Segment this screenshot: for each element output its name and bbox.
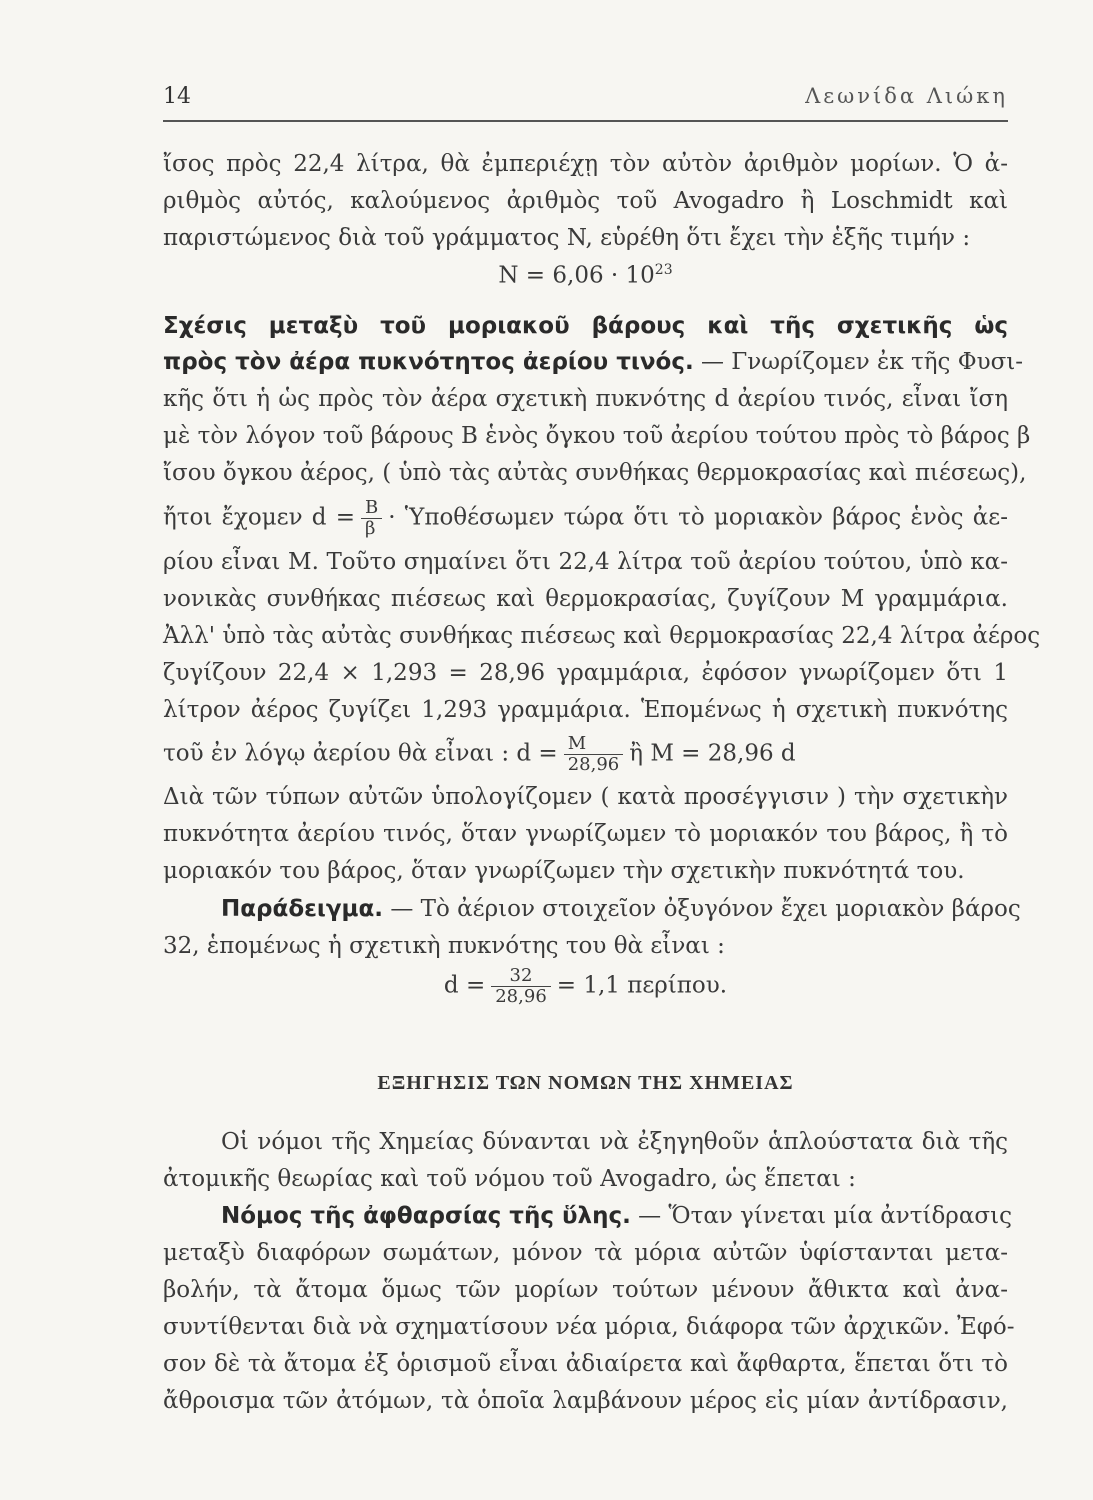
fraction-32-over-28-96: [491, 966, 551, 1007]
text-line-with-fraction: [163, 734, 1008, 775]
example-label: Παράδειγμα.: [221, 896, 384, 922]
text-line: Διὰ τῶν τύπων αὐτῶν ὑπολογίζομεν ( κατὰ προσέγγισιν ) τὴν σχετικὴν: [163, 784, 1008, 810]
text-line: ριθμὸς αὐτός, καλούμενος ἀριθμὸς τοῦ Avogadro ἢ Loschmidt καὶ: [163, 188, 1008, 214]
text-line: νονικὰς συνθήκας πιέσεως καὶ θερμοκρασίας, ζυγίζουν M γραμμάρια.: [163, 586, 1008, 612]
text-line: παριστώμενος διὰ τοῦ γράμματος N, εὑρέθη ὅτι ἔχει τὴν ἑξῆς τιμήν :: [163, 225, 971, 251]
text-line: πυκνότητα ἀερίου τινός, ὅταν γνωρίζωμεν τὸ μοριακόν του βάρος, ἢ τὸ: [163, 821, 1008, 847]
text-line: ἄθροισμα τῶν ἀτόμων, τὰ ὁποῖα λαμβάνουν μέρος εἰς μίαν ἀντίδρασιν,: [163, 1388, 1008, 1414]
section-heading-end: πρὸς τὸν ἀέρα πυκνότητος ἀερίου τινός.: [163, 349, 694, 375]
text-fragment: ἤτοι ἔχομεν d =: [163, 504, 355, 531]
text-line: ἴσος πρὸς 22,4 λίτρα, θὰ ἐμπεριέχῃ τὸν αὐτὸν ἀριθμὸν μορίων. Ὁ ἀ-: [163, 151, 1008, 177]
text-fragment: · Ὑποθέσωμεν τώρα ὅτι τὸ μοριακὸν βάρος ἑνὸς ἀε-: [388, 504, 1008, 531]
text-fragment: — Τὸ ἀέριον στοιχεῖον ὀξυγόνον ἔχει μοριακὸν βάρος: [390, 896, 1021, 922]
text-line: ἀτομικῆς θεωρίας καὶ τοῦ νόμου τοῦ Avogadro, ὡς ἕπεται :: [163, 1166, 856, 1192]
header-rule: [163, 120, 1008, 122]
law-label: Νόμος τῆς ἀφθαρσίας τῆς ὕλης.: [221, 1203, 631, 1229]
fraction-numerator: B: [361, 498, 382, 519]
page-number: 14: [163, 84, 191, 109]
fraction-m-over-28-96: [564, 734, 624, 775]
fraction-numerator: M: [564, 734, 624, 755]
text-line: ἴσου ὄγκου ἀέρος, ( ὑπὸ τὰς αὐτὰς συνθήκας θερμοκρασίας καὶ πιέσεως),: [163, 460, 1027, 486]
section-heading-line: Σχέσις μεταξὺ τοῦ μοριακοῦ βάρους καὶ τῆς σχετικῆς ὡς: [163, 313, 1008, 339]
text-line: 32, ἑπομένως ἡ σχετικὴ πυκνότης του θὰ εἶναι :: [163, 933, 725, 959]
text-fragment: d =: [443, 972, 486, 999]
fraction-denominator: β: [365, 518, 376, 539]
text-line: Οἱ νόμοι τῆς Χημείας δύνανται νὰ ἐξηγηθοῦν ἁπλούστατα διὰ τῆς: [221, 1129, 1008, 1155]
text-line: Ἀλλ' ὑπὸ τὰς αὐτὰς συνθήκας πιέσεως καὶ θερμοκρασίας 22,4 λίτρα ἀέρος: [163, 623, 1041, 649]
text-fragment: ἢ M = 28,96 d: [629, 740, 796, 767]
section-title: ΕΞΗΓΗΣΙΣ ΤΩΝ ΝΟΜΩΝ ΤΗΣ ΧΗΜΕΙΑΣ: [377, 1072, 794, 1094]
fraction-denominator: 28,96: [495, 986, 547, 1007]
formula-exponent: 23: [654, 262, 673, 278]
text-line: λίτρον ἀέρος ζυγίζει 1,293 γραμμάρια. Ἑπομένως ἡ σχετικὴ πυκνότης: [163, 697, 1008, 723]
text-fragment: = 1,1 περίπου.: [556, 972, 728, 999]
text-fragment: — Γνωρίζομεν ἐκ τῆς Φυσι-: [701, 349, 1024, 375]
fraction-denominator: 28,96: [567, 754, 620, 775]
fraction-b-over-beta: [361, 498, 382, 539]
text-line: σον δὲ τὰ ἄτομα ἐξ ὁρισμοῦ εἶναι ἀδιαίρετα καὶ ἄφθαρτα, ἕπεται ὅτι τὸ: [163, 1351, 1008, 1377]
text-fragment: — Ὅταν γίνεται μία ἀντίδρασις: [638, 1203, 1012, 1229]
formula-base: N = 6,06 · 10: [498, 262, 655, 289]
text-line: βολήν, τὰ ἄτομα ὅμως τῶν μορίων τούτων μένουν ἄθικτα καὶ ἀνα-: [163, 1277, 1008, 1303]
example-equation: [163, 966, 1008, 1007]
text-line: μοριακόν του βάρος, ὅταν γνωρίζωμεν τὴν σχετικὴν πυκνότητά του.: [163, 858, 965, 884]
avogadro-formula: [163, 262, 1008, 289]
text-line: συντίθενται διὰ νὰ σχηματίσουν νέα μόρια, διάφορα τῶν ἀρχικῶν. Ἐφό-: [163, 1314, 1015, 1340]
text-line: [163, 1202, 1012, 1230]
text-line: κῆς ὅτι ἡ ὡς πρὸς τὸν ἀέρα σχετικὴ πυκνότης d ἀερίου τινός, εἶναι ἴση: [163, 386, 1008, 412]
text-line: μὲ τὸν λόγον τοῦ βάρους B ἑνὸς ὄγκου τοῦ ἀερίου τούτου πρὸς τὸ βάρος β: [163, 423, 1031, 449]
page-header: [163, 84, 1008, 120]
fraction-numerator: 32: [491, 966, 551, 987]
text-line: ρίου εἶναι M. Τοῦτο σημαίνει ὅτι 22,4 λίτρα τοῦ ἀερίου τούτου, ὑπὸ κα-: [163, 549, 1008, 575]
text-line: μεταξὺ διαφόρων σωμάτων, μόνον τὰ μόρια αὐτῶν ὑφίστανται μετα-: [163, 1240, 1008, 1266]
text-line: [163, 895, 1021, 923]
text-line: [163, 348, 1024, 376]
text-line: ζυγίζουν 22,4 × 1,293 = 28,96 γραμμάρια, ἐφόσον γνωρίζομεν ὅτι 1: [163, 660, 1008, 686]
text-fragment: τοῦ ἐν λόγῳ ἀερίου θὰ εἶναι : d =: [163, 740, 558, 767]
running-head: Λεωνίδα Λιώκη: [805, 84, 1008, 108]
text-line-with-fraction: [163, 498, 1008, 539]
